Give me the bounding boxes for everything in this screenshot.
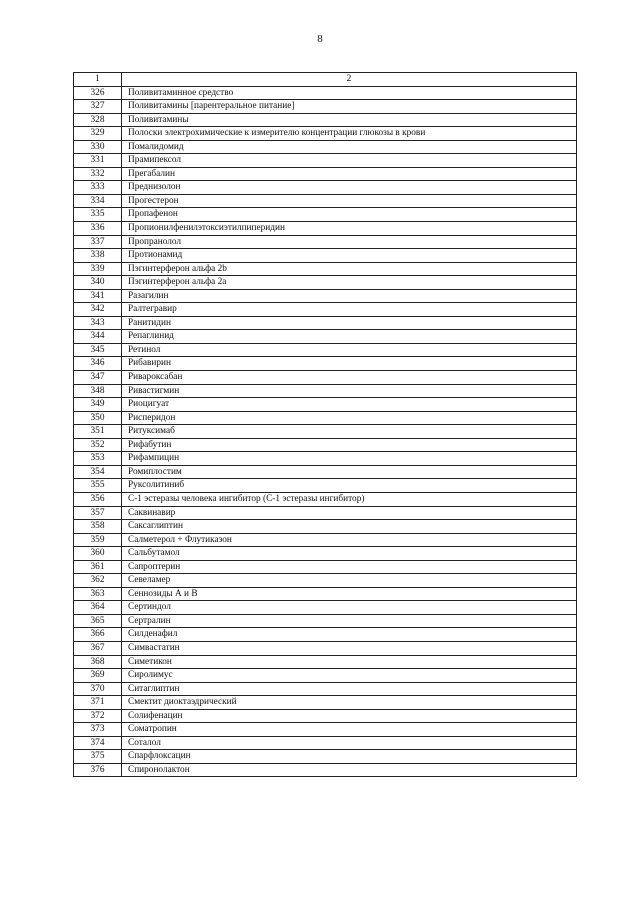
row-number: 335 [74, 208, 122, 222]
table-row [74, 303, 577, 317]
row-number: 355 [74, 479, 122, 493]
drug-name: Рибавирин [122, 357, 577, 371]
drug-name: Ривароксабан [122, 371, 577, 385]
table-row [74, 560, 577, 574]
row-number: 345 [74, 343, 122, 357]
row-number: 331 [74, 154, 122, 168]
table-row [74, 343, 577, 357]
drug-name: Поливитамины [122, 113, 577, 127]
row-number: 357 [74, 506, 122, 520]
drug-name: Смектит диоктаэдрический [122, 696, 577, 710]
drug-name: Полоски электрохимические к измерителю концентрации глюкозы в крови [122, 127, 577, 141]
drug-name: Салметерол + Флутиказон [122, 533, 577, 547]
table-body [74, 86, 577, 777]
row-number: 326 [74, 86, 122, 100]
table-row [74, 357, 577, 371]
table-row [74, 154, 577, 168]
row-number: 352 [74, 438, 122, 452]
table-row [74, 127, 577, 141]
table-row [74, 452, 577, 466]
table-row [74, 140, 577, 154]
table-row [74, 750, 577, 764]
drug-name: Сертиндол [122, 601, 577, 615]
table-row [74, 614, 577, 628]
drug-name: Поливитамины [парентеральное питание] [122, 100, 577, 114]
table-row [74, 479, 577, 493]
row-number: 339 [74, 262, 122, 276]
table-row [74, 100, 577, 114]
drug-name: Рифабутин [122, 438, 577, 452]
table-row [74, 601, 577, 615]
table-row [74, 696, 577, 710]
table-row [74, 249, 577, 263]
column-header-name: 2 [122, 73, 577, 87]
row-number: 375 [74, 750, 122, 764]
table-row [74, 411, 577, 425]
drug-name: Сапроптерин [122, 560, 577, 574]
row-number: 333 [74, 181, 122, 195]
drug-name: Прегабалин [122, 167, 577, 181]
drug-name: Ритуксимаб [122, 425, 577, 439]
row-number: 330 [74, 140, 122, 154]
row-number: 347 [74, 371, 122, 385]
drug-name: Саксаглиптин [122, 520, 577, 534]
drug-name: Симвастатин [122, 641, 577, 655]
drug-name: Саквинавир [122, 506, 577, 520]
row-number: 359 [74, 533, 122, 547]
drug-name: Ривастигмин [122, 384, 577, 398]
row-number: 356 [74, 492, 122, 506]
table-row [74, 736, 577, 750]
table-row [74, 86, 577, 100]
row-number: 364 [74, 601, 122, 615]
drug-name: Сиролимус [122, 669, 577, 683]
drug-name: Рисперидон [122, 411, 577, 425]
drug-name: Спиронолактон [122, 763, 577, 777]
row-number: 362 [74, 574, 122, 588]
drug-name: Ранитидин [122, 316, 577, 330]
drug-name: Руксолитиниб [122, 479, 577, 493]
table-row [74, 492, 577, 506]
drug-name: Соматропин [122, 723, 577, 737]
drug-name: Рифампицин [122, 452, 577, 466]
row-number: 346 [74, 357, 122, 371]
row-number: 365 [74, 614, 122, 628]
drug-name: Ситаглиптин [122, 682, 577, 696]
drug-name: Протионамид [122, 249, 577, 263]
drug-name: Соталол [122, 736, 577, 750]
row-number: 341 [74, 289, 122, 303]
row-number: 361 [74, 560, 122, 574]
drug-name: Ретинол [122, 343, 577, 357]
drug-name: Пропафенон [122, 208, 577, 222]
row-number: 376 [74, 763, 122, 777]
table-row [74, 276, 577, 290]
row-number: 327 [74, 100, 122, 114]
table-row [74, 208, 577, 222]
drug-name: Пропранолол [122, 235, 577, 249]
row-number: 360 [74, 547, 122, 561]
table-row [74, 438, 577, 452]
row-number: 351 [74, 425, 122, 439]
table-row [74, 222, 577, 236]
table-row [74, 167, 577, 181]
table-row [74, 547, 577, 561]
row-number: 342 [74, 303, 122, 317]
table-row [74, 655, 577, 669]
drug-name: Солифенацин [122, 709, 577, 723]
drug-name: Симетикон [122, 655, 577, 669]
table-row [74, 425, 577, 439]
table-row [74, 398, 577, 412]
drug-name: Разагилин [122, 289, 577, 303]
table-row [74, 289, 577, 303]
row-number: 374 [74, 736, 122, 750]
drug-name: Пэгинтерферон альфа 2a [122, 276, 577, 290]
drug-name: Поливитаминное средство [122, 86, 577, 100]
drug-name: Сертралин [122, 614, 577, 628]
row-number: 369 [74, 669, 122, 683]
drug-list-table [73, 72, 577, 777]
table-row [74, 574, 577, 588]
drug-name: Севеламер [122, 574, 577, 588]
table-row [74, 533, 577, 547]
row-number: 336 [74, 222, 122, 236]
row-number: 329 [74, 127, 122, 141]
table-header-row [74, 73, 577, 87]
drug-name: Прамипексол [122, 154, 577, 168]
drug-name: Помалидомид [122, 140, 577, 154]
row-number: 372 [74, 709, 122, 723]
table-row [74, 262, 577, 276]
table-row [74, 113, 577, 127]
row-number: 338 [74, 249, 122, 263]
row-number: 350 [74, 411, 122, 425]
table-row [74, 682, 577, 696]
row-number: 354 [74, 465, 122, 479]
column-header-number: 1 [74, 73, 122, 87]
row-number: 348 [74, 384, 122, 398]
drug-name: Силденафил [122, 628, 577, 642]
table-row [74, 723, 577, 737]
drug-name: Ромиплостим [122, 465, 577, 479]
drug-name: Риоцигуат [122, 398, 577, 412]
row-number: 353 [74, 452, 122, 466]
row-number: 368 [74, 655, 122, 669]
row-number: 337 [74, 235, 122, 249]
row-number: 358 [74, 520, 122, 534]
drug-name: Репаглинид [122, 330, 577, 344]
table-row [74, 465, 577, 479]
table-row [74, 235, 577, 249]
page-number: 8 [317, 33, 323, 45]
drug-name: Прогестерон [122, 194, 577, 208]
drug-name: Пэгинтерферон альфа 2b [122, 262, 577, 276]
row-number: 344 [74, 330, 122, 344]
row-number: 328 [74, 113, 122, 127]
drug-name: Преднизолон [122, 181, 577, 195]
table-row [74, 371, 577, 385]
table-row [74, 194, 577, 208]
drug-name: Сеннозиды А и В [122, 587, 577, 601]
table-row [74, 181, 577, 195]
drug-name: Пропионилфенилэтоксиэтилпиперидин [122, 222, 577, 236]
table-row [74, 384, 577, 398]
drug-name: С-1 эстеразы человека ингибитор (С-1 эстеразы ингибитор) [122, 492, 577, 506]
row-number: 340 [74, 276, 122, 290]
table-row [74, 669, 577, 683]
row-number: 343 [74, 316, 122, 330]
table-row [74, 330, 577, 344]
row-number: 349 [74, 398, 122, 412]
table-row [74, 506, 577, 520]
drug-name: Сальбутамол [122, 547, 577, 561]
row-number: 370 [74, 682, 122, 696]
row-number: 373 [74, 723, 122, 737]
table-row [74, 628, 577, 642]
table-row [74, 316, 577, 330]
table-row [74, 641, 577, 655]
row-number: 366 [74, 628, 122, 642]
row-number: 332 [74, 167, 122, 181]
row-number: 367 [74, 641, 122, 655]
table-row [74, 587, 577, 601]
row-number: 334 [74, 194, 122, 208]
table-row [74, 709, 577, 723]
drug-name: Спарфлоксацин [122, 750, 577, 764]
drug-name: Ралтегравир [122, 303, 577, 317]
row-number: 371 [74, 696, 122, 710]
table-row [74, 763, 577, 777]
row-number: 363 [74, 587, 122, 601]
table-row [74, 520, 577, 534]
